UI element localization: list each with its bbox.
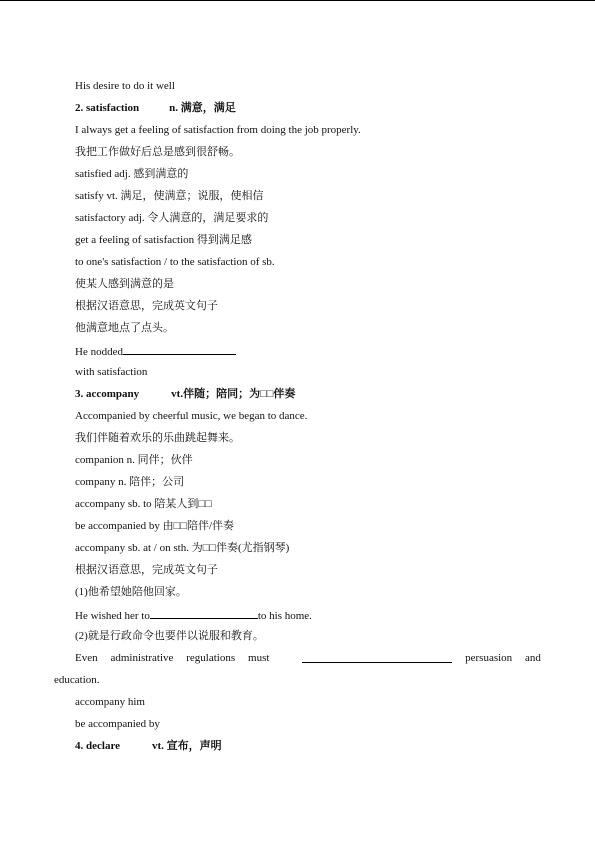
answer-text: be accompanied by bbox=[75, 718, 160, 730]
answer-blank[interactable] bbox=[150, 607, 258, 619]
phrase-entry: accompany sb. to 陪某人到□□ bbox=[75, 498, 212, 510]
heading-word: 2. satisfaction bbox=[75, 102, 140, 114]
answer-text: with satisfaction bbox=[75, 366, 148, 378]
exercise-prompt: (1)他希望她陪他回家。 bbox=[75, 586, 187, 598]
vocab-entry: satisfied adj. 感到满意的 bbox=[75, 168, 189, 180]
translation: 使某人感到满意的是 bbox=[75, 278, 174, 290]
exercise-sentence-continued: education. bbox=[54, 674, 100, 686]
phrase-entry: be accompanied by 由□□陪伴/伴奏 bbox=[75, 520, 235, 532]
exercise-prompt: (2)就是行政命令也要伴以说服和教育。 bbox=[75, 630, 264, 642]
heading-word: 4. declare bbox=[75, 740, 121, 752]
section-heading-accompany bbox=[75, 387, 295, 401]
text-line: His desire to do it well bbox=[75, 80, 175, 92]
translation: 我把工作做好后总是感到很舒畅。 bbox=[75, 146, 240, 158]
heading-definition: vt. 宣布，声明 bbox=[152, 740, 222, 752]
exercise-instruction: 根据汉语意思，完成英文句子 bbox=[75, 564, 218, 576]
exercise-instruction: 根据汉语意思，完成英文句子 bbox=[75, 300, 218, 312]
heading-word: 3. accompany bbox=[75, 388, 140, 400]
heading-definition: vt.伴随；陪同；为□□伴奏 bbox=[171, 388, 296, 400]
phrase-entry: accompany sb. at / on sth. 为□□伴奏(尤指钢琴) bbox=[75, 542, 290, 554]
phrase-entry: to one's satisfaction / to the satisfaction of sb. bbox=[75, 256, 275, 268]
section-heading-declare bbox=[75, 739, 222, 753]
exercise-sentence: He wished her to to his home. bbox=[75, 607, 312, 623]
answer-text: accompany him bbox=[75, 696, 145, 708]
vocab-entry: company n. 陪伴；公司 bbox=[75, 476, 185, 488]
exercise-sentence: Even administrative regulations must persuasion and bbox=[75, 652, 541, 664]
example-sentence: Accompanied by cheerful music, we began to dance. bbox=[75, 410, 308, 422]
section-heading-satisfaction bbox=[75, 101, 236, 115]
vocab-entry: companion n. 同伴；伙伴 bbox=[75, 454, 193, 466]
vocab-entry: satisfactory adj. 令人满意的，满足要求的 bbox=[75, 212, 269, 224]
translation: 我们伴随着欢乐的乐曲跳起舞来。 bbox=[75, 432, 240, 444]
phrase-entry: get a feeling of satisfaction 得到满足感 bbox=[75, 234, 252, 246]
exercise-prompt: 他满意地点了点头。 bbox=[75, 322, 174, 334]
exercise-sentence: He nodded bbox=[75, 343, 236, 359]
example-sentence: I always get a feeling of satisfaction from doing the job properly. bbox=[75, 124, 361, 136]
heading-definition: n. 满意，满足 bbox=[169, 102, 236, 114]
vocab-entry: satisfy vt. 满足，使满意；说服，使相信 bbox=[75, 190, 264, 202]
answer-blank[interactable] bbox=[123, 343, 236, 355]
answer-blank[interactable] bbox=[302, 651, 452, 663]
